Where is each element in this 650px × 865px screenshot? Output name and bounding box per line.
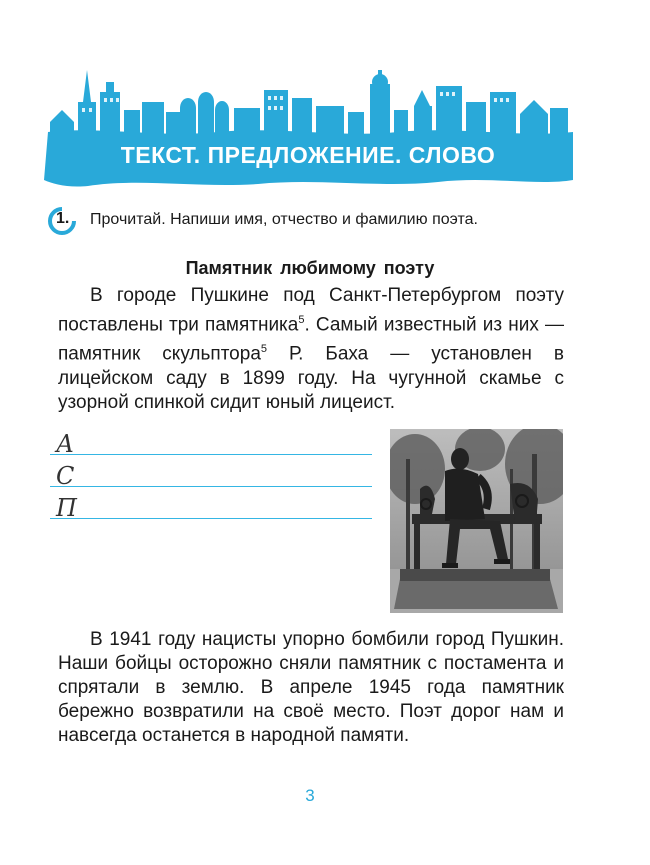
writing-line-3[interactable] — [50, 518, 372, 519]
task-instruction: Прочитай. Напиши имя, отчество и фамилию поэта. — [90, 211, 478, 228]
task-number: 1. — [56, 210, 70, 227]
header-banner — [38, 62, 578, 202]
reading-title: Памятник любимому поэту — [185, 258, 435, 278]
paragraph-1-part-2: . Самый известный из них — памятник скульптора — [58, 314, 564, 365]
footnote-marker: 5 — [260, 343, 268, 356]
writing-line-2[interactable] — [50, 486, 372, 487]
monument-photo — [390, 429, 563, 613]
reading-paragraph-2: В 1941 году нацисты упорно бомбили город Пушкин. Наши бойцы осторожно сняли памятник с постамента и спрятали в землю. В апреле 1945 года памятник бережно возвратили на своё место. Поэт дорог нам и навсегда останется в народной памяти. — [58, 629, 564, 746]
paragraph-1-part-1: В городе Пушкине под Санкт-Петербургом поэту поставлены три памятника — [58, 285, 564, 336]
paragraph-1-part-3: Р. Баха — установлен в лицейском саду в 1899 году. На чугунной скамье с узорной спинкой сидит юный лицеист. — [58, 343, 564, 413]
writing-letter-p: П — [56, 494, 77, 522]
page-number: 3 — [305, 786, 315, 805]
footnote-marker: 5 — [298, 314, 305, 326]
writing-line-1[interactable] — [50, 454, 372, 455]
writing-letter-s: С — [56, 462, 75, 490]
writing-letter-a: А — [56, 430, 75, 458]
reading-paragraph-1 — [58, 284, 564, 415]
pushkin-monument-image — [390, 429, 563, 613]
writing-lines — [50, 428, 372, 528]
city-skyline-icon — [38, 62, 578, 202]
section-title: ТЕКСТ. ПРЕДЛОЖЕНИЕ. СЛОВО — [120, 142, 496, 168]
